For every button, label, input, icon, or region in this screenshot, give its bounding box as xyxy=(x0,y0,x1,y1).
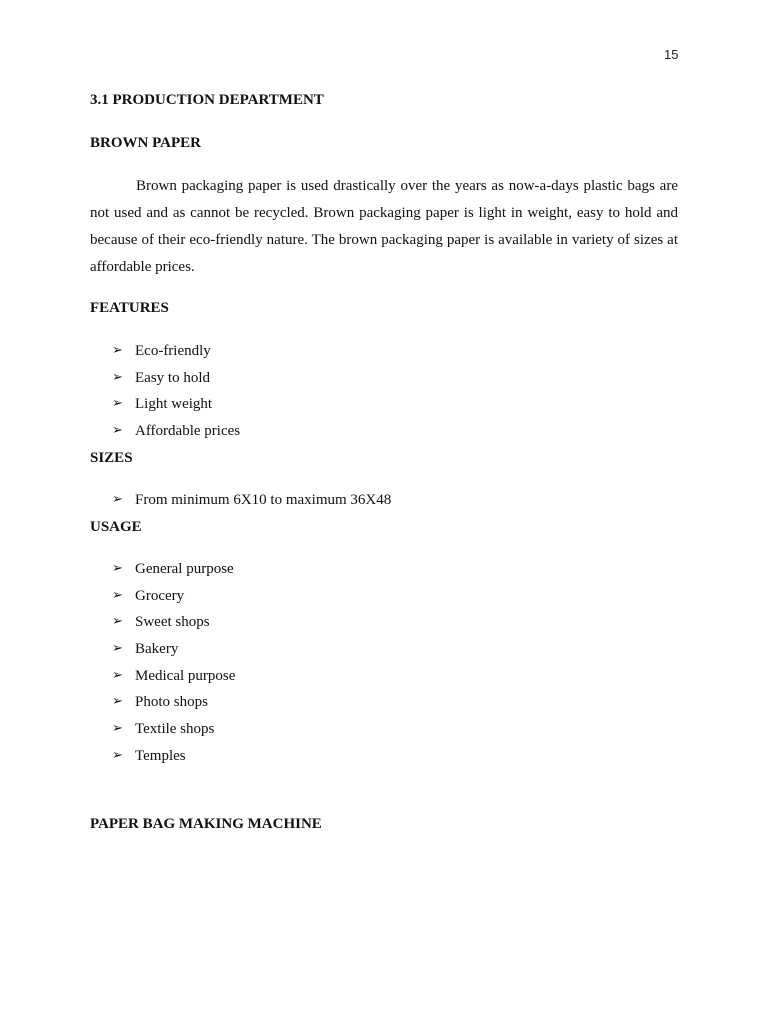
arrowhead-bullet-icon: ➢ xyxy=(112,423,123,439)
list-item xyxy=(112,743,235,770)
arrowhead-bullet-icon: ➢ xyxy=(112,561,123,576)
arrowhead-bullet-icon: ➢ xyxy=(112,694,123,710)
brown-paper-paragraph: Brown packaging paper is used drastically over the years as now-a-days plastic bags are not used and as cannot be recycled. Brown packaging paper is light in weight, easy to hold and because of their eco-friendly nature. The brown packaging paper is available in variety of sizes at affordable prices. xyxy=(90,178,678,275)
arrowhead-bullet-icon: ➢ xyxy=(112,396,123,412)
arrowhead-bullet-icon: ➢ xyxy=(112,492,123,507)
section-heading: 3.1 PRODUCTION DEPARTMENT xyxy=(90,92,324,108)
list-item xyxy=(112,689,235,716)
brown-paper-heading: BROWN PAPER xyxy=(90,135,201,151)
list-item-label: Temples xyxy=(135,747,186,764)
usage-list xyxy=(112,556,235,770)
list-item xyxy=(112,636,235,663)
list-item-label: Medical purpose xyxy=(135,667,236,684)
list-item-label: Easy to hold xyxy=(135,369,210,386)
list-item-label: From minimum 6X10 to maximum 36X48 xyxy=(135,492,392,508)
list-item xyxy=(112,365,240,392)
list-item xyxy=(112,487,391,514)
arrowhead-bullet-icon: ➢ xyxy=(112,747,123,763)
page-number: 15 xyxy=(664,47,679,62)
list-item-label: Photo shops xyxy=(135,694,208,711)
list-item xyxy=(112,556,235,583)
list-item-label: Light weight xyxy=(135,396,213,413)
list-item xyxy=(112,338,240,365)
arrowhead-bullet-icon: ➢ xyxy=(112,667,123,683)
list-item-label: General purpose xyxy=(135,561,234,577)
list-item-label: Textile shops xyxy=(135,721,215,738)
usage-heading: USAGE xyxy=(90,519,142,535)
arrowhead-bullet-icon: ➢ xyxy=(112,721,123,737)
machine-heading: PAPER BAG MAKING MACHINE xyxy=(90,816,322,832)
list-item-label: Affordable prices xyxy=(135,423,241,440)
list-item-label: Eco-friendly xyxy=(135,343,211,359)
list-item-label: Grocery xyxy=(135,587,185,604)
list-item xyxy=(112,418,240,445)
list-item xyxy=(112,391,240,418)
sizes-list xyxy=(112,487,391,514)
sizes-heading: SIZES xyxy=(90,450,133,466)
list-item xyxy=(112,583,235,610)
arrowhead-bullet-icon: ➢ xyxy=(112,614,123,630)
features-list xyxy=(112,338,240,445)
features-heading: FEATURES xyxy=(90,300,169,316)
list-item xyxy=(112,609,235,636)
list-item-label: Bakery xyxy=(135,641,179,658)
list-item xyxy=(112,716,235,743)
arrowhead-bullet-icon: ➢ xyxy=(112,587,123,603)
arrowhead-bullet-icon: ➢ xyxy=(112,641,123,657)
list-item xyxy=(112,663,235,690)
arrowhead-bullet-icon: ➢ xyxy=(112,369,123,385)
list-item-label: Sweet shops xyxy=(135,614,210,631)
arrowhead-bullet-icon: ➢ xyxy=(112,343,123,358)
